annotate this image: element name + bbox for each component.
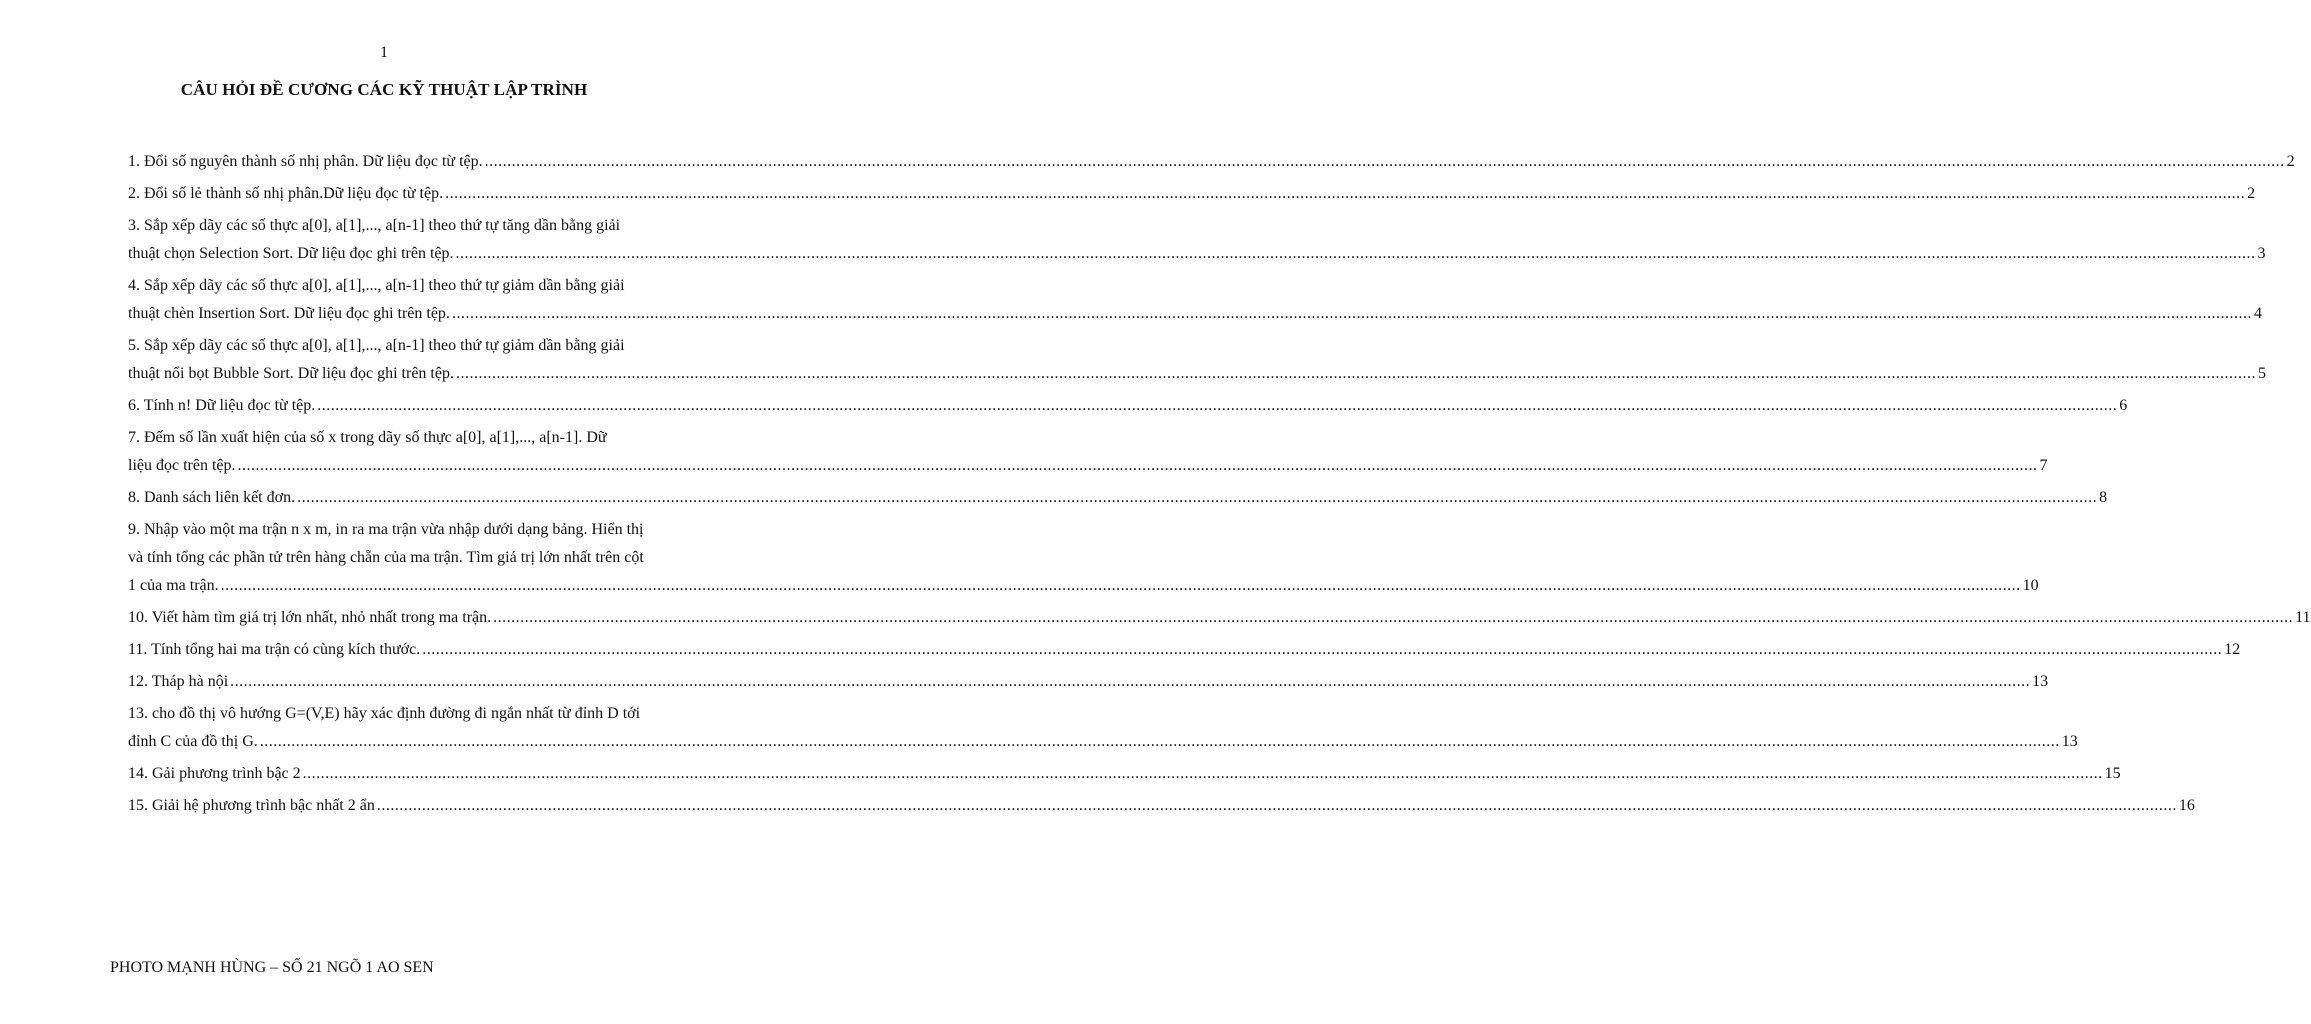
toc-entry-line bbox=[128, 668, 2049, 696]
dot-leader: ................................................................................................................................................................................................................................................................................................................................................................................................................ bbox=[259, 733, 2060, 750]
toc-entry[interactable] bbox=[128, 272, 2262, 328]
toc-entry-line bbox=[128, 636, 2241, 664]
toc-entry-text: 6. Tính n! Dữ liệu đọc từ tệp. bbox=[128, 397, 316, 414]
toc-entry-line bbox=[128, 484, 2108, 512]
toc-entry[interactable] bbox=[128, 700, 2078, 756]
toc-entry-line bbox=[128, 572, 2039, 600]
toc-entry[interactable] bbox=[128, 636, 2241, 664]
toc-entry-text: liệu đọc trên tệp. bbox=[128, 457, 236, 474]
toc-page-number: 6 bbox=[2119, 397, 2128, 414]
page-number: 1 bbox=[380, 44, 388, 61]
toc-entry-line bbox=[128, 452, 2048, 480]
toc-entry[interactable] bbox=[128, 148, 2295, 176]
dot-leader: ................................................................................................................................................................................................................................................................................................................................................................................................................ bbox=[317, 397, 2118, 414]
toc-entry-text: 2. Đổi số lẻ thành số nhị phân.Dữ liệu đọc từ tệp. bbox=[128, 185, 444, 202]
dot-leader: ................................................................................................................................................................................................................................................................................................................................................................................................................ bbox=[297, 489, 2098, 506]
dot-leader: ................................................................................................................................................................................................................................................................................................................................................................................................................ bbox=[302, 765, 2103, 782]
toc-entry-text: 3. Sắp xếp dãy các số thực a[0], a[1],..., a[n-1] theo thứ tự tăng dần bằng giải bbox=[128, 217, 621, 234]
toc-entry-text: 1. Đổi số nguyên thành số nhị phân. Dữ liệu đọc từ tệp. bbox=[128, 153, 483, 170]
toc-entry-text: thuật nổi bọt Bubble Sort. Dữ liệu đọc ghi trên tệp. bbox=[128, 365, 454, 382]
toc-entry[interactable] bbox=[128, 392, 2128, 420]
dot-leader: ................................................................................................................................................................................................................................................................................................................................................................................................................ bbox=[455, 245, 2256, 262]
dot-leader: ................................................................................................................................................................................................................................................................................................................................................................................................................ bbox=[484, 153, 2285, 170]
toc-entry-line bbox=[128, 180, 2256, 208]
toc-entry-text: 1 của ma trận. bbox=[128, 577, 219, 594]
dot-leader: ................................................................................................................................................................................................................................................................................................................................................................................................................ bbox=[220, 577, 2021, 594]
toc-page-number: 5 bbox=[2257, 365, 2266, 382]
dot-leader: ................................................................................................................................................................................................................................................................................................................................................................................................................ bbox=[451, 305, 2252, 322]
toc-entry-text: 14. Gải phương trình bậc 2 bbox=[128, 765, 301, 782]
toc-entry[interactable] bbox=[128, 424, 2048, 480]
toc-entry-text: 15. Giải hệ phương trình bậc nhất 2 ẩn bbox=[128, 797, 375, 814]
document-title: CÂU HỎI ĐỀ CƯƠNG CÁC KỸ THUẬT LẬP TRÌNH bbox=[180, 80, 588, 99]
toc-entry-text: và tính tổng các phần tử trên hàng chẵn của ma trận. Tìm giá trị lớn nhất trên cột bbox=[128, 549, 644, 566]
toc-entry[interactable] bbox=[128, 484, 2108, 512]
toc-page-number: 11 bbox=[2295, 609, 2311, 626]
dot-leader: ................................................................................................................................................................................................................................................................................................................................................................................................................ bbox=[237, 457, 2038, 474]
toc-entry-line bbox=[128, 392, 2128, 420]
footer-text: PHOTO MẠNH HÙNG – SỐ 21 NGÕ 1 AO SEN bbox=[110, 959, 434, 976]
toc-entry-line bbox=[128, 300, 2262, 328]
toc-entry-line bbox=[128, 760, 2121, 788]
toc-entry[interactable] bbox=[128, 180, 2256, 208]
toc-entry-text: 8. Danh sách liên kết đơn. bbox=[128, 489, 296, 506]
toc-entry-text: đỉnh C của đồ thị G. bbox=[128, 733, 258, 750]
toc-entry[interactable] bbox=[128, 760, 2121, 788]
toc-entry-text: 10. Viết hàm tìm giá trị lớn nhất, nhỏ nhất trong ma trận. bbox=[128, 609, 492, 626]
dot-leader: ................................................................................................................................................................................................................................................................................................................................................................................................................ bbox=[455, 365, 2256, 382]
toc-page-number: 13 bbox=[2032, 673, 2049, 690]
toc-entry[interactable] bbox=[128, 604, 2311, 632]
toc-entry-line bbox=[128, 360, 2266, 388]
toc-entry-line bbox=[128, 728, 2078, 756]
toc-page-number: 13 bbox=[2061, 733, 2078, 750]
toc-page-number: 2 bbox=[2286, 153, 2295, 170]
toc-page-number: 10 bbox=[2022, 577, 2039, 594]
toc-entry-text: thuật chèn Insertion Sort. Dữ liệu đọc ghi trên tệp. bbox=[128, 305, 450, 322]
toc-entry-text: 11. Tính tổng hai ma trận có cùng kích thước. bbox=[128, 641, 421, 658]
dot-leader: ................................................................................................................................................................................................................................................................................................................................................................................................................ bbox=[493, 609, 2294, 626]
dot-leader: ................................................................................................................................................................................................................................................................................................................................................................................................................ bbox=[230, 673, 2031, 690]
toc-entry[interactable] bbox=[128, 668, 2049, 696]
toc-page-number: 7 bbox=[2039, 457, 2048, 474]
toc-page-number: 3 bbox=[2257, 245, 2266, 262]
toc-entry-line bbox=[128, 792, 2195, 820]
toc-entry[interactable] bbox=[128, 792, 2195, 820]
toc-entry-line bbox=[128, 148, 2295, 176]
toc-page-number: 15 bbox=[2104, 765, 2121, 782]
toc-entry-text: 5. Sắp xếp dãy các số thực a[0], a[1],..., a[n-1] theo thứ tự giảm dần bằng giải bbox=[128, 337, 625, 354]
toc-entry[interactable] bbox=[128, 212, 2266, 268]
toc-entry-text: thuật chọn Selection Sort. Dữ liệu đọc ghi trên tệp. bbox=[128, 245, 454, 262]
toc-entry-text: 9. Nhập vào một ma trận n x m, in ra ma trận vừa nhập dưới dạng bảng. Hiển thị bbox=[128, 521, 644, 538]
toc-entry-text: 4. Sắp xếp dãy các số thực a[0], a[1],..., a[n-1] theo thứ tự giảm dần bằng giải bbox=[128, 277, 625, 294]
dot-leader: ................................................................................................................................................................................................................................................................................................................................................................................................................ bbox=[422, 641, 2223, 658]
toc-entry-text: 13. cho đồ thị vô hướng G=(V,E) hãy xác định đường đi ngắn nhất từ đỉnh D tới bbox=[128, 705, 641, 722]
dot-leader: ................................................................................................................................................................................................................................................................................................................................................................................................................ bbox=[445, 185, 2246, 202]
table-of-contents bbox=[128, 148, 2311, 824]
toc-page-number: 2 bbox=[2247, 185, 2256, 202]
toc-entry-text: 12. Tháp hà nội bbox=[128, 673, 229, 690]
toc-page-number: 4 bbox=[2253, 305, 2262, 322]
toc-entry[interactable] bbox=[128, 516, 2039, 600]
toc-page-number: 8 bbox=[2099, 489, 2108, 506]
toc-entry[interactable] bbox=[128, 332, 2266, 388]
toc-page-number: 16 bbox=[2178, 797, 2195, 814]
toc-entry-line bbox=[128, 604, 2311, 632]
toc-entry-line bbox=[128, 240, 2266, 268]
toc-page-number: 12 bbox=[2224, 641, 2241, 658]
toc-entry-text: 7. Đếm số lần xuất hiện của số x trong dãy số thực a[0], a[1],..., a[n-1]. Dữ bbox=[128, 429, 607, 446]
dot-leader: ................................................................................................................................................................................................................................................................................................................................................................................................................ bbox=[376, 797, 2177, 814]
